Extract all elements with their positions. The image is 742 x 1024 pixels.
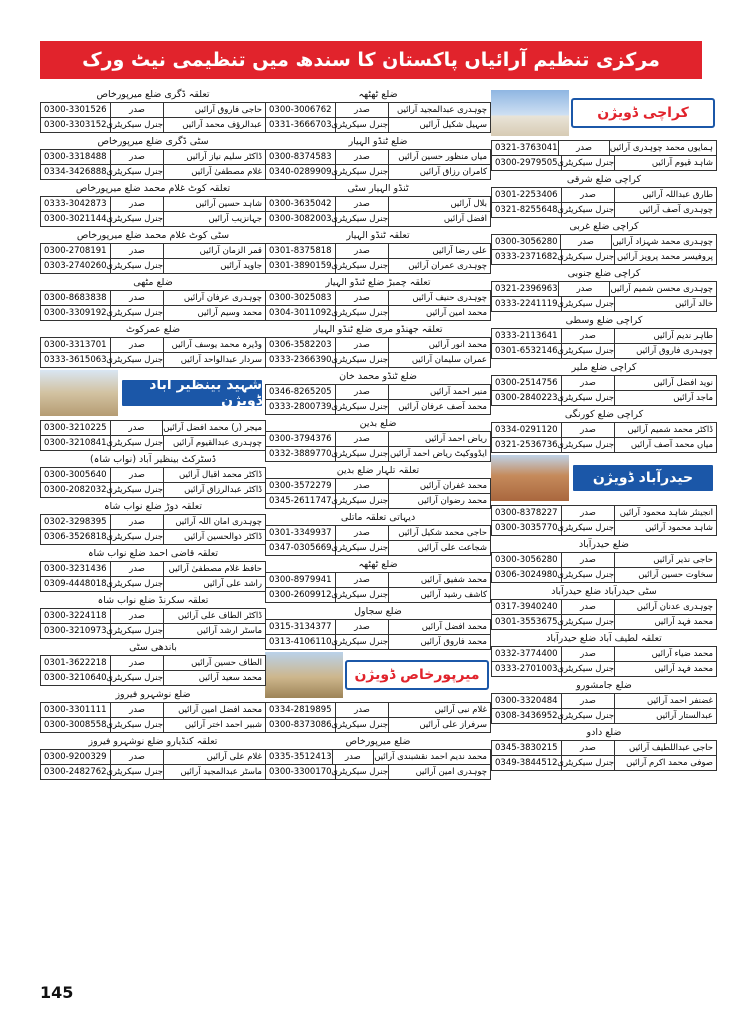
- table-row: 0301-2253406 صدر طارق عبداللہ آرائیں: [491, 187, 717, 203]
- table-row: 0300-8374583 صدر میاں منظور حسین آرائیں: [265, 149, 491, 165]
- section-heading: کراچی ضلع وسطی: [565, 315, 643, 326]
- table-row: 0300-3056280 صدر چوہدری محمد شہزاد آرائیں: [491, 234, 717, 250]
- section-heading: ضلع ٹنڈو محمد خان: [339, 371, 417, 382]
- office-bearer-section: [265, 182, 491, 227]
- division-banner-mirpurkhas: [265, 652, 491, 698]
- table-row: 0304-3011092 جنرل سیکریٹری محمد امین آرائیں: [265, 306, 491, 321]
- table-row: 0300-3008558 جنرل سیکریٹری شبیر احمد اختر آرائیں: [40, 718, 266, 733]
- table-row: 0333-2113641 صدر طاہر ندیم آرائیں: [491, 328, 717, 344]
- office-bearer-section: [265, 702, 491, 733]
- tomb-photo: [265, 652, 343, 698]
- division-title: حیدرآباد ڈویژن: [571, 463, 715, 493]
- table-row: 0345-2611747 جنرل سیکریٹری محمد رضوان آرائیں: [265, 494, 491, 509]
- table-row: 0300-3635042 صدر بلال آرائیں: [265, 196, 491, 212]
- section-heading: کراچی ضلع ملیر: [571, 362, 637, 373]
- table-row: 0346-8265205 صدر منیر احمد آرائیں: [265, 384, 491, 400]
- office-bearer-section: [265, 323, 491, 368]
- table-row: 0301-3349937 صدر حاجی محمد شکیل آرائیں: [265, 525, 491, 541]
- table-row: 0306-3526818 جنرل سیکریٹری ڈاکٹر ذوالحسین آرائیں: [40, 530, 266, 545]
- section-heading: تعلقہ دوڑ ضلع نواب شاہ: [103, 501, 203, 512]
- table-row: 0333-2366390 جنرل سیکریٹری عمران سلیمان آرائیں: [265, 353, 491, 368]
- table-row: 0333-2701003 جنرل سیکریٹری محمد فہد آرائیں: [491, 662, 717, 677]
- section-heading: سٹی ڈگری ضلع میرپورخاص: [97, 136, 209, 147]
- office-bearer-section: [40, 547, 266, 592]
- office-bearer-section: [265, 370, 491, 415]
- section-heading: ضلع حیدرآباد: [578, 539, 629, 550]
- office-bearer-section: [265, 276, 491, 321]
- section-heading: سٹی کوٹ غلام محمد ضلع میرپورخاص: [76, 230, 230, 241]
- section-heading: دیہاتی تعلقہ ماتلی: [340, 512, 416, 523]
- section-heading: ضلع دادو: [586, 727, 622, 738]
- table-row: 0347-0305669 جنرل سیکریٹری شجاعت علی آرائیں: [265, 541, 491, 556]
- table-row: 0308-3436952 جنرل سیکریٹری عبدالستار آرائیں: [491, 709, 717, 724]
- table-row: 0300-9200329 صدر غلام علی آرائیں: [40, 749, 266, 765]
- table-row: 0300-2840223 جنرل سیکریٹری ماجد آرائیں: [491, 391, 717, 406]
- table-row: 0301-6532146 جنرل سیکریٹری چوہدری فاروق آرائیں: [491, 344, 717, 359]
- office-bearer-section: [40, 500, 266, 545]
- table-row: 0300-3210225 صدر میجر (ر) محمد افضل آرائیں: [40, 420, 266, 436]
- table-row: 0332-3889770 جنرل سیکریٹری ایڈووکیٹ ریاض احمد آرائیں: [265, 447, 491, 462]
- table-row: 0300-2482762 جنرل سیکریٹری ماسٹر عبدالمجید آرائیں: [40, 765, 266, 780]
- section-heading: کراچی ضلع کورنگی: [564, 409, 644, 420]
- division-banner-shaheed-benazirabad: [40, 370, 266, 416]
- office-bearer-section: [491, 505, 717, 536]
- office-bearer-section: [265, 135, 491, 180]
- office-bearer-section: [491, 632, 717, 677]
- office-bearer-section: [491, 267, 717, 312]
- office-bearer-section: [491, 726, 717, 771]
- table-row: 0300-3210640 جنرل سیکریٹری محمد سعید آرائیں: [40, 671, 266, 686]
- table-row: 0300-3794376 صدر ریاض احمد آرائیں: [265, 431, 491, 447]
- table-row: 0301-3890159 جنرل سیکریٹری چوہدری عمران آرائیں: [265, 259, 491, 274]
- office-bearer-section: [265, 605, 491, 650]
- table-row: 0300-3006762 صدر چوہدری عبدالمجید آرائیں: [265, 102, 491, 118]
- table-row: 0300-3313701 صدر وڈیرہ محمد یوسف آرائیں: [40, 337, 266, 353]
- office-bearer-section: [40, 276, 266, 321]
- office-bearer-section: [265, 229, 491, 274]
- office-bearer-section: [40, 594, 266, 639]
- table-row: 0306-3582203 صدر محمد انور آرائیں: [265, 337, 491, 353]
- office-bearer-section: [491, 314, 717, 359]
- left-column: [40, 88, 266, 782]
- table-row: 0300-3021144 جنرل سیکریٹری جہانزیب آرائیں: [40, 212, 266, 227]
- office-bearer-section: [491, 679, 717, 724]
- table-row: 0333-2800739 جنرل سیکریٹری محمد آصف عرفان آرائیں: [265, 400, 491, 415]
- table-row: 0300-3303152 جنرل سیکریٹری عبدالرؤف محمد آرائیں: [40, 118, 266, 133]
- middle-column: [265, 88, 491, 782]
- table-row: 0317-3940240 صدر چوہدری عدنان آرائیں: [491, 599, 717, 615]
- table-row: 0303-2740260 جنرل سیکریٹری جاوید آرائیں: [40, 259, 266, 274]
- office-bearer-section: [40, 420, 266, 451]
- table-row: 0301-3622218 صدر الطاف حسین آرائیں: [40, 655, 266, 671]
- table-row: 0300-3224118 صدر ڈاکٹر الطاف علی آرائیں: [40, 608, 266, 624]
- table-row: 0313-4106110 جنرل سیکریٹری محمد فاروق آرائیں: [265, 635, 491, 650]
- office-bearer-section: [491, 361, 717, 406]
- table-row: 0333-3042873 صدر شاہد حسین آرائیں: [40, 196, 266, 212]
- office-bearer-section: [491, 140, 717, 171]
- office-bearer-section: [40, 229, 266, 274]
- office-bearer-section: [40, 88, 266, 133]
- table-row: 0315-3134377 صدر محمد افضل آرائیں: [265, 619, 491, 635]
- monument-photo: [40, 370, 118, 416]
- page-number: 145: [40, 983, 74, 1002]
- table-row: 0340-0289909 جنرل سیکریٹری کامران رزاق آرائیں: [265, 165, 491, 180]
- division-banner-karachi: [491, 90, 717, 136]
- section-heading: تعلقہ چمبڑ ضلع ٹنڈو الہیار: [325, 277, 431, 288]
- section-heading: تعلقہ سکرنڈ ضلع نواب شاہ: [97, 595, 209, 606]
- office-bearer-section: [265, 511, 491, 556]
- table-row: 0300-3309192 جنرل سیکریٹری محمد وسیم آرائیں: [40, 306, 266, 321]
- table-row: 0300-3035770 جنرل سیکریٹری شاہد محمود آرائیں: [491, 521, 717, 536]
- division-title: کراچی ڈویژن: [571, 98, 715, 128]
- table-row: 0300-3300170 جنرل سیکریٹری چوہدری امین آرائیں: [265, 765, 491, 780]
- office-bearer-section: [491, 173, 717, 218]
- division-title: شہید بینظیر آباد ڈویژن: [120, 378, 264, 408]
- table-row: 0300-3320484 صدر غضنفر احمد آرائیں: [491, 693, 717, 709]
- section-heading: کراچی ضلع شرقی: [566, 174, 642, 185]
- division-banner-hyderabad: [491, 455, 717, 501]
- mausoleum-photo: [491, 90, 569, 136]
- table-row: 0300-3082003 جنرل سیکریٹری افضل آرائیں: [265, 212, 491, 227]
- table-row: 0331-3666703 جنرل سیکریٹری سہیل شکیل آرائیں: [265, 118, 491, 133]
- fort-photo: [491, 455, 569, 501]
- table-row: 0300-8378227 صدر انجینئر شاہد محمود آرائیں: [491, 505, 717, 521]
- table-row: 0300-2708191 صدر قمر الزمان آرائیں: [40, 243, 266, 259]
- office-bearer-section: [491, 538, 717, 583]
- section-heading: تعلقہ کوٹ غلام محمد ضلع میرپورخاص: [75, 183, 231, 194]
- section-heading: ضلع ٹنڈو الہیار: [348, 136, 408, 147]
- division-title: میرپورخاص ڈویژن: [345, 660, 489, 690]
- section-heading: تعلقہ تلہار ضلع بدین: [336, 465, 420, 476]
- office-bearer-section: [491, 220, 717, 265]
- section-heading: باندھی سٹی: [129, 642, 177, 653]
- table-row: 0334-0291120 صدر ڈاکٹر محمد شمیم آرائیں: [491, 422, 717, 438]
- office-bearer-section: [40, 323, 266, 368]
- table-row: 0300-2082032 جنرل سیکریٹری ڈاکٹر عبدالرزاق آرائیں: [40, 483, 266, 498]
- office-bearer-section: [265, 88, 491, 133]
- table-row: 0333-2241119 جنرل سیکریٹری خالد آرائیں: [491, 297, 717, 312]
- section-heading: ضلع ٹھٹھہ: [358, 559, 398, 570]
- table-row: 0300-3231436 صدر حافظ غلام مصطفیٰ آرائیں: [40, 561, 266, 577]
- office-bearer-section: [40, 453, 266, 498]
- table-row: 0300-3572279 صدر محمد غفران آرائیں: [265, 478, 491, 494]
- table-row: 0333-3615063 جنرل سیکریٹری سردار عبدالواحد آرائیں: [40, 353, 266, 368]
- section-heading: ٹنڈو الہیار سٹی: [347, 183, 409, 194]
- section-heading: کراچی ضلع غربی: [569, 221, 639, 232]
- table-row: 0300-3301526 صدر حاجی فاروق آرائیں: [40, 102, 266, 118]
- table-row: 0309-4448018 جنرل سیکریٹری راشد علی آرائیں: [40, 577, 266, 592]
- table-row: 0300-8683838 صدر چوہدری عرفان آرائیں: [40, 290, 266, 306]
- section-heading: ضلع میرپورخاص: [345, 736, 411, 747]
- office-bearer-section: [491, 585, 717, 630]
- section-heading: ضلع نوشہرو فیروز: [115, 689, 191, 700]
- table-row: 0321-2396963 صدر چوہدری محسن شمیم آرائیں: [491, 281, 717, 297]
- section-heading: کراچی ضلع جنوبی: [567, 268, 641, 279]
- table-row: 0300-3005640 صدر ڈاکٹر محمد اقبال آرائیں: [40, 467, 266, 483]
- office-bearer-section: [40, 688, 266, 733]
- office-bearer-section: [265, 735, 491, 780]
- table-row: 0300-3301111 صدر محمد افضل امین آرائیں: [40, 702, 266, 718]
- section-heading: ضلع ٹھٹھہ: [358, 89, 398, 100]
- table-row: 0335-3512413 صدر محمد ندیم احمد نقشبندی آرائیں: [265, 749, 491, 765]
- table-row: 0300-2979505 جنرل سیکریٹری شاہد قیوم آرائیں: [491, 156, 717, 171]
- section-heading: ضلع مٹھی: [133, 277, 173, 288]
- section-heading: ڈسٹرکٹ بینظیر آباد (نواب شاہ): [90, 454, 216, 465]
- page-banner-title: مرکزی تنظیم آرائیاں پاکستان کا سندھ میں تنظیمی نیٹ ورک: [40, 41, 702, 79]
- table-row: 0334-3426888 جنرل سیکریٹری غلام مصطفیٰ آرائیں: [40, 165, 266, 180]
- table-row: 0345-3830215 صدر حاجی عبداللطیف آرائیں: [491, 740, 717, 756]
- table-row: 0300-3318488 صدر ڈاکٹر سلیم نیاز آرائیں: [40, 149, 266, 165]
- office-bearer-section: [265, 558, 491, 603]
- table-row: 0302-3298395 صدر چوہدری امان اللہ آرائیں: [40, 514, 266, 530]
- section-heading: ضلع سجاول: [354, 606, 402, 617]
- office-bearer-section: [40, 641, 266, 686]
- section-heading: تعلقہ جھنڈو مری ضلع ٹنڈو الہیار: [313, 324, 443, 335]
- section-heading: ضلع عمرکوٹ: [125, 324, 181, 335]
- office-bearer-section: [40, 735, 266, 780]
- office-bearer-section: [40, 135, 266, 180]
- table-row: 0349-3844512 جنرل سیکریٹری صوفی محمد اکرم آرائیں: [491, 756, 717, 771]
- section-heading: تعلقہ ڈگری ضلع میرپورخاص: [96, 89, 210, 100]
- section-heading: سٹی حیدرآباد ضلع حیدرآباد: [551, 586, 657, 597]
- table-row: 0300-3056280 صدر حاجی نذیر آرائیں: [491, 552, 717, 568]
- section-heading: تعلقہ لطیف آباد ضلع حیدرآباد: [546, 633, 662, 644]
- table-row: 0300-2609912 جنرل سیکریٹری کاشف رشید آرائیں: [265, 588, 491, 603]
- table-row: 0321-3763041 صدر ہمایوں محمد چوہدری آرائیں: [491, 140, 717, 156]
- office-bearer-section: [265, 417, 491, 462]
- section-heading: ضلع جامشورو: [576, 680, 632, 691]
- section-heading: تعلقہ ٹنڈو الہیار: [346, 230, 410, 241]
- table-row: 0306-3024980 جنرل سیکریٹری سخاوت حسین آرائیں: [491, 568, 717, 583]
- table-row: 0300-8979941 صدر محمد شفیق آرائیں: [265, 572, 491, 588]
- section-heading: ضلع بدین: [359, 418, 397, 429]
- table-row: 0301-3553675 جنرل سیکریٹری محمد فہد آرائیں: [491, 615, 717, 630]
- table-row: 0301-8375818 صدر علی رضا آرائیں: [265, 243, 491, 259]
- office-bearer-section: [265, 464, 491, 509]
- table-row: 0333-2371682 جنرل سیکریٹری پروفیسر محمد پرویز آرائیں: [491, 250, 717, 265]
- office-bearer-section: [40, 182, 266, 227]
- section-heading: تعلقہ قاضی احمد ضلع نواب شاہ: [87, 548, 219, 559]
- table-row: 0300-2514756 صدر نوید افضل آرائیں: [491, 375, 717, 391]
- table-row: 0321-2536736 جنرل سیکریٹری میاں محمد آصف آرائیں: [491, 438, 717, 453]
- table-row: 0300-3210973 جنرل سیکریٹری ماسٹر ارشد آرائیں: [40, 624, 266, 639]
- table-row: 0334-2819895 صدر غلام نبی آرائیں: [265, 702, 491, 718]
- section-heading: تعلقہ کنڈیارو ضلع نوشہرو فیروز: [88, 736, 218, 747]
- office-bearer-section: [491, 408, 717, 453]
- table-row: 0332-3774400 صدر محمد ضیاء آرائیں: [491, 646, 717, 662]
- table-row: 0300-8373086 جنرل سیکریٹری سرفراز علی آرائیں: [265, 718, 491, 733]
- table-row: 0321-8255648 جنرل سیکریٹری چوہدری آصف آرائیں: [491, 203, 717, 218]
- right-column: [491, 88, 717, 773]
- table-row: 0300-3210841 جنرل سیکریٹری چوہدری عبدالقیوم آرائیں: [40, 436, 266, 451]
- table-row: 0300-3025083 صدر چوہدری حنیف آرائیں: [265, 290, 491, 306]
